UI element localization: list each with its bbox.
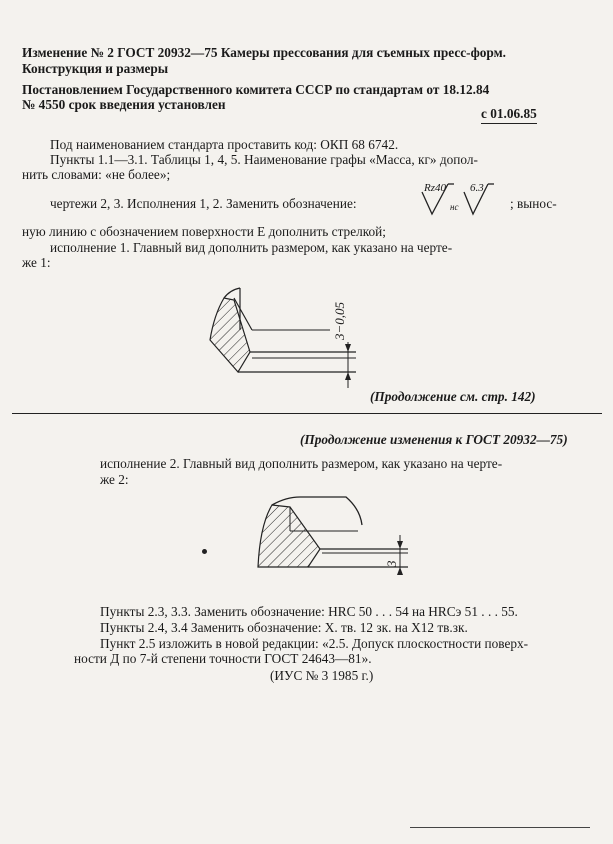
- roughness-sub: нс: [450, 202, 459, 212]
- roughness-value-2: 6.3: [470, 182, 484, 194]
- paragraph-leader-line: ную линию с обозначением поверхности Е дополнить стрелкой;: [22, 224, 386, 239]
- figure-1-dimension: 3−0,05: [332, 301, 347, 340]
- paragraph-hrc: Пункты 2.3, 3.3. Заменить обозначение: HRC 50 . . . 54 на HRCэ 51 . . . 55.: [100, 604, 518, 619]
- continuation-header: (Продолжение изменения к ГОСТ 20932—75): [300, 432, 568, 447]
- paragraph-version1-line-2: же 1:: [22, 255, 51, 270]
- paragraph-mass-line-1: Пункты 1.1—3.1. Таблицы 1, 4, 5. Наименование графы «Масса, кг» допол-: [50, 152, 478, 167]
- paragraph-flatness-line-1: Пункт 2.5 изложить в новой редакции: «2.5. Допуск плоскостности поверх-: [100, 636, 529, 651]
- ink-dot: [202, 549, 207, 554]
- paragraph-flatness-line-2: ности Д по 7-й степени точности ГОСТ 24643—81».: [74, 651, 372, 666]
- paragraph-version2-line-1: исполнение 2. Главный вид дополнить размером, как указано на черте-: [100, 456, 503, 471]
- source-reference: (ИУС № 3 1985 г.): [270, 668, 374, 683]
- effective-date: с 01.06.85: [481, 106, 537, 124]
- paragraph-hardness: Пункты 2.4, 3.4 Заменить обозначение: Х. тв. 12 зк. на Х12 тв.зк.: [100, 620, 468, 635]
- amendment-subtitle: Конструкция и размеры: [22, 61, 169, 76]
- continued-on-note: (Продолжение см. стр. 142): [370, 389, 536, 404]
- paragraph-mass-line-2: нить словами: «не более»;: [22, 167, 171, 182]
- paragraph-drawings-end: ; вынос-: [510, 196, 557, 211]
- footer-rule: [410, 827, 590, 828]
- paragraph-drawings: чертежи 2, 3. Исполнения 1, 2. Заменить обозначение:: [50, 196, 357, 211]
- roughness-value-1: Rz40: [424, 182, 446, 194]
- decree-line-2: № 4550 срок введения установлен: [22, 97, 226, 112]
- figure-2: [250, 495, 420, 575]
- page-divider: [12, 413, 602, 414]
- paragraph-okp-code: Под наименованием стандарта проставить код: ОКП 68 6742.: [50, 137, 399, 152]
- paragraph-version2-line-2: же 2:: [100, 472, 129, 487]
- roughness-symbols: [420, 182, 500, 218]
- figure-1: [200, 280, 370, 390]
- figure-2-dimension: 3: [384, 560, 399, 567]
- paragraph-version1-line-1: исполнение 1. Главный вид дополнить размером, как указано на черте-: [50, 240, 453, 255]
- decree-line-1: Постановлением Государственного комитета СССР по стандартам от 18.12.84: [22, 82, 490, 97]
- amendment-title: Изменение № 2 ГОСТ 20932—75 Камеры прессования для съемных пресс-форм.: [22, 45, 507, 60]
